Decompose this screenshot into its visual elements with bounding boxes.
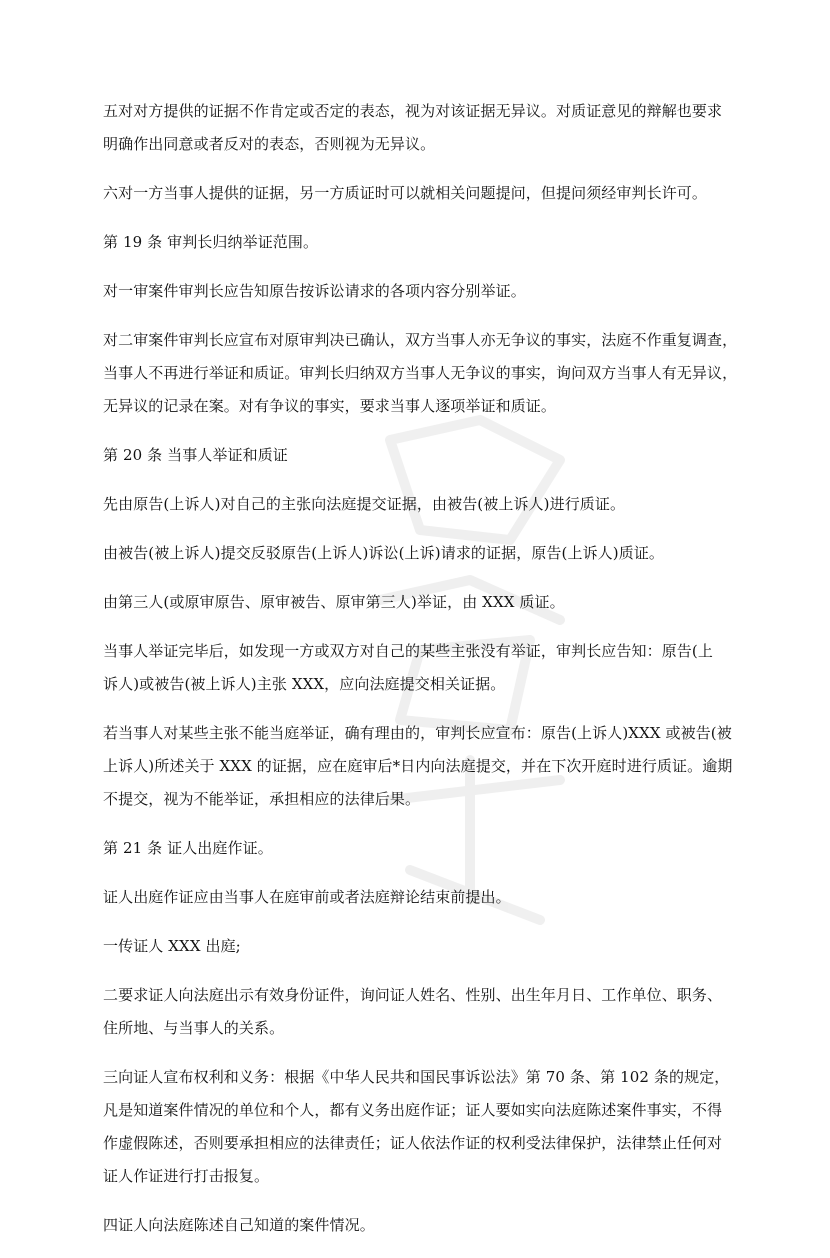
text-line: 第 20 条 当事人举证和质证 [103,446,288,464]
document-body [103,95,738,1258]
paragraph-5 [103,95,733,161]
article-20-heading [103,439,733,472]
text-line: 五对对方提供的证据不作肯定或否定的表态，视为对该证据无异议。对质证意见的辩解也要求 [103,102,723,120]
text-line: 一传证人 XXX 出庭; [103,937,241,955]
text-line: 三向证人宣布权利和义务：根据《中华人民共和国民事诉讼法》第 70 条、第 102 条的规定， [103,1068,730,1086]
text-line: 当事人不再进行举证和质证。审判长归纳双方当事人无争议的事实，询问双方当事人有无异议， [103,364,738,382]
article-19-heading [103,226,733,259]
paragraph-6 [103,177,733,210]
text-line: 明确作出同意或者反对的表态，否则视为无异议。 [103,135,436,153]
paragraph-witness-request [103,881,733,914]
text-line: 第 21 条 证人出庭作证。 [103,839,273,857]
paragraph-witness-rights [103,1061,733,1193]
text-line: 作虚假陈述，否则要承担相应的法律责任；证人依法作证的权利受法律保护，法律禁止任何对 [103,1134,723,1152]
text-line: 住所地、与当事人的关系。 [103,1019,285,1037]
paragraph-summon-witness [103,930,733,963]
paragraph-witness-statement [103,1209,733,1242]
text-line: 六对一方当事人提供的证据，另一方质证时可以就相关问题提问，但提问须经审判长许可。 [103,184,708,202]
text-line: 无异议的记录在案。对有争议的事实，要求当事人逐项举证和质证。 [103,397,557,415]
paragraph-second-instance [103,324,738,423]
text-line: 由第三人(或原审原告、原审被告、原审第三人)举证，由 XXX 质证。 [103,593,565,611]
text-line: 当事人举证完毕后，如发现一方或双方对自己的某些主张没有举证，审判长应告知：原告(上 [103,642,713,660]
text-line: 若当事人对某些主张不能当庭举证，确有理由的，审判长应宣布：原告(上诉人)XXX 或被告(被 [103,724,732,742]
text-line: 上诉人)所述关于 XXX 的证据，应在庭审后*日内向法庭提交，并在下次开庭时进行质证。逾期 [103,757,733,775]
text-line: 证人作证进行打击报复。 [103,1167,270,1185]
text-line: 四证人向法庭陈述自己知道的案件情况。 [103,1216,375,1234]
text-line: 由被告(被上诉人)提交反驳原告(上诉人)诉讼(上诉)请求的证据，原告(上诉人)质证。 [103,544,665,562]
text-line: 诉人)或被告(被上诉人)主张 XXX，应向法庭提交相关证据。 [103,675,506,693]
article-21-heading [103,832,733,865]
paragraph-first-instance [103,275,733,308]
text-line: 二要求证人向法庭出示有效身份证件，询问证人姓名、性别、出生年月日、工作单位、职务、 [103,986,723,1004]
paragraph-plaintiff-evidence [103,488,733,521]
text-line: 先由原告(上诉人)对自己的主张向法庭提交证据，由被告(被上诉人)进行质证。 [103,495,626,513]
text-line: 第 19 条 审判长归纳举证范围。 [103,233,319,251]
text-line: 对二审案件审判长应宣布对原审判决已确认，双方当事人亦无争议的事实，法庭不作重复调查， [103,331,738,349]
paragraph-after-evidence [103,635,733,701]
text-line: 不提交，视为不能举证，承担相应的法律后果。 [103,790,421,808]
paragraph-witness-identity [103,979,733,1045]
paragraph-cannot-produce [103,717,733,816]
paragraph-third-party [103,586,733,619]
paragraph-defendant-evidence [103,537,733,570]
text-line: 凡是知道案件情况的单位和个人，都有义务出庭作证；证人要如实向法庭陈述案件事实，不得 [103,1101,723,1119]
text-line: 证人出庭作证应由当事人在庭审前或者法庭辩论结束前提出。 [103,888,511,906]
text-line: 对一审案件审判长应告知原告按诉讼请求的各项内容分别举证。 [103,282,526,300]
